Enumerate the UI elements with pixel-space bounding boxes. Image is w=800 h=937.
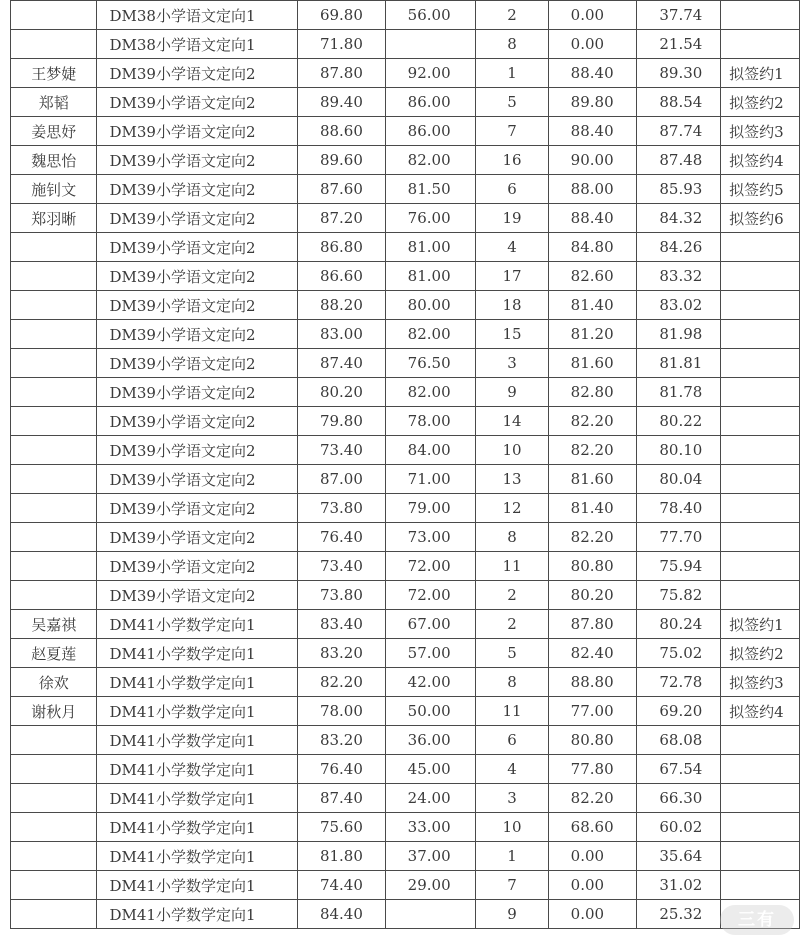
cell-total-score: 81.78	[637, 378, 721, 407]
cell-result: 拟签约2	[721, 639, 800, 668]
cell-name	[11, 552, 97, 581]
table-row	[11, 175, 800, 204]
cell-post: DM39小学语文定向2	[97, 204, 297, 233]
cell-result	[721, 494, 800, 523]
cell-exam-score: 88.40	[548, 204, 637, 233]
cell-post: DM39小学语文定向2	[97, 59, 297, 88]
table-row	[11, 59, 800, 88]
cell-exam-score: 88.00	[548, 175, 637, 204]
cell-total-score: 66.30	[637, 784, 721, 813]
cell-rank: 2	[476, 1, 548, 30]
cell-total-score: 80.10	[637, 436, 721, 465]
cell-rank: 18	[476, 291, 548, 320]
score-table	[10, 0, 800, 929]
cell-rank: 6	[476, 726, 548, 755]
cell-written-score: 73.40	[297, 552, 385, 581]
cell-written-score: 83.00	[297, 320, 385, 349]
cell-exam-score: 77.00	[548, 697, 637, 726]
cell-result	[721, 407, 800, 436]
cell-written-score: 73.40	[297, 436, 385, 465]
cell-interview-score: 42.00	[385, 668, 476, 697]
cell-total-score: 80.22	[637, 407, 721, 436]
cell-result	[721, 30, 800, 59]
table-row	[11, 871, 800, 900]
cell-interview-score: 81.00	[385, 233, 476, 262]
cell-post: DM39小学语文定向2	[97, 320, 297, 349]
cell-total-score: 88.54	[637, 88, 721, 117]
cell-interview-score: 45.00	[385, 755, 476, 784]
cell-interview-score: 57.00	[385, 639, 476, 668]
cell-post: DM41小学数学定向1	[97, 755, 297, 784]
cell-exam-score: 81.40	[548, 494, 637, 523]
cell-exam-score: 0.00	[548, 842, 637, 871]
cell-total-score: 21.54	[637, 30, 721, 59]
cell-written-score: 83.40	[297, 610, 385, 639]
cell-rank: 2	[476, 581, 548, 610]
cell-written-score: 89.60	[297, 146, 385, 175]
cell-post: DM41小学数学定向1	[97, 871, 297, 900]
cell-result: 拟签约3	[721, 668, 800, 697]
cell-rank: 9	[476, 900, 548, 929]
cell-name	[11, 30, 97, 59]
cell-interview-score: 80.00	[385, 291, 476, 320]
cell-name	[11, 523, 97, 552]
cell-written-score: 88.60	[297, 117, 385, 146]
cell-rank: 1	[476, 59, 548, 88]
cell-result	[721, 349, 800, 378]
cell-written-score: 87.40	[297, 784, 385, 813]
cell-name	[11, 813, 97, 842]
cell-name	[11, 871, 97, 900]
cell-name	[11, 494, 97, 523]
cell-result: 拟签约1	[721, 59, 800, 88]
cell-interview-score: 81.00	[385, 262, 476, 291]
cell-exam-score: 81.60	[548, 465, 637, 494]
cell-exam-score: 82.20	[548, 436, 637, 465]
cell-total-score: 37.74	[637, 1, 721, 30]
cell-name	[11, 900, 97, 929]
cell-post: DM38小学语文定向1	[97, 30, 297, 59]
cell-written-score: 76.40	[297, 523, 385, 552]
cell-interview-score: 82.00	[385, 378, 476, 407]
cell-rank: 17	[476, 262, 548, 291]
cell-post: DM39小学语文定向2	[97, 233, 297, 262]
cell-written-score: 80.20	[297, 378, 385, 407]
cell-result	[721, 552, 800, 581]
cell-result: 拟签约3	[721, 117, 800, 146]
cell-written-score: 87.80	[297, 59, 385, 88]
cell-result	[721, 784, 800, 813]
cell-interview-score: 72.00	[385, 581, 476, 610]
cell-written-score: 75.60	[297, 813, 385, 842]
cell-result	[721, 755, 800, 784]
cell-interview-score: 81.50	[385, 175, 476, 204]
cell-interview-score: 67.00	[385, 610, 476, 639]
cell-result: 拟签约4	[721, 697, 800, 726]
cell-name	[11, 726, 97, 755]
cell-name	[11, 581, 97, 610]
cell-total-score: 81.98	[637, 320, 721, 349]
cell-rank: 8	[476, 668, 548, 697]
cell-exam-score: 89.80	[548, 88, 637, 117]
cell-exam-score: 87.80	[548, 610, 637, 639]
cell-total-score: 60.02	[637, 813, 721, 842]
table-row	[11, 842, 800, 871]
cell-interview-score: 56.00	[385, 1, 476, 30]
cell-result	[721, 320, 800, 349]
cell-result	[721, 291, 800, 320]
cell-result	[721, 523, 800, 552]
cell-interview-score: 86.00	[385, 88, 476, 117]
cell-total-score: 83.02	[637, 291, 721, 320]
cell-result: 拟签约1	[721, 610, 800, 639]
table-row	[11, 726, 800, 755]
table-row	[11, 262, 800, 291]
cell-rank: 5	[476, 639, 548, 668]
cell-interview-score: 79.00	[385, 494, 476, 523]
table-row	[11, 784, 800, 813]
cell-exam-score: 82.20	[548, 523, 637, 552]
cell-post: DM41小学数学定向1	[97, 842, 297, 871]
cell-written-score: 87.20	[297, 204, 385, 233]
cell-written-score: 86.80	[297, 233, 385, 262]
cell-post: DM41小学数学定向1	[97, 784, 297, 813]
table-row	[11, 117, 800, 146]
table-row	[11, 523, 800, 552]
cell-exam-score: 88.40	[548, 117, 637, 146]
table-row	[11, 639, 800, 668]
cell-post: DM41小学数学定向1	[97, 610, 297, 639]
cell-result	[721, 1, 800, 30]
cell-name	[11, 291, 97, 320]
table-row	[11, 1, 800, 30]
cell-post: DM39小学语文定向2	[97, 146, 297, 175]
cell-written-score: 86.60	[297, 262, 385, 291]
cell-post: DM39小学语文定向2	[97, 291, 297, 320]
table-row	[11, 755, 800, 784]
cell-exam-score: 0.00	[548, 871, 637, 900]
cell-exam-score: 77.80	[548, 755, 637, 784]
cell-rank: 12	[476, 494, 548, 523]
cell-written-score: 79.80	[297, 407, 385, 436]
watermark-logo: 三有	[720, 905, 794, 935]
cell-interview-score: 76.00	[385, 204, 476, 233]
cell-post: DM41小学数学定向1	[97, 668, 297, 697]
cell-name	[11, 755, 97, 784]
cell-written-score: 73.80	[297, 581, 385, 610]
cell-name	[11, 378, 97, 407]
table-row	[11, 494, 800, 523]
cell-exam-score: 0.00	[548, 1, 637, 30]
cell-post: DM41小学数学定向1	[97, 813, 297, 842]
cell-name: 吴嘉祺	[11, 610, 97, 639]
cell-written-score: 87.00	[297, 465, 385, 494]
cell-interview-score: 72.00	[385, 552, 476, 581]
cell-name	[11, 1, 97, 30]
cell-interview-score: 24.00	[385, 784, 476, 813]
cell-result	[721, 436, 800, 465]
cell-result	[721, 465, 800, 494]
cell-rank: 7	[476, 117, 548, 146]
cell-rank: 3	[476, 349, 548, 378]
cell-rank: 8	[476, 30, 548, 59]
cell-name	[11, 784, 97, 813]
cell-interview-score	[385, 30, 476, 59]
cell-written-score: 83.20	[297, 726, 385, 755]
cell-post: DM41小学数学定向1	[97, 639, 297, 668]
cell-exam-score: 81.40	[548, 291, 637, 320]
cell-interview-score: 82.00	[385, 146, 476, 175]
cell-interview-score: 33.00	[385, 813, 476, 842]
cell-post: DM39小学语文定向2	[97, 523, 297, 552]
cell-post: DM39小学语文定向2	[97, 552, 297, 581]
table-row	[11, 697, 800, 726]
table-row	[11, 233, 800, 262]
cell-exam-score: 82.20	[548, 407, 637, 436]
cell-written-score: 89.40	[297, 88, 385, 117]
cell-written-score: 74.40	[297, 871, 385, 900]
cell-total-score: 31.02	[637, 871, 721, 900]
cell-interview-score: 86.00	[385, 117, 476, 146]
cell-post: DM39小学语文定向2	[97, 262, 297, 291]
cell-exam-score: 88.40	[548, 59, 637, 88]
cell-total-score: 77.70	[637, 523, 721, 552]
cell-name	[11, 320, 97, 349]
cell-total-score: 85.93	[637, 175, 721, 204]
cell-name: 赵夏莲	[11, 639, 97, 668]
cell-interview-score: 73.00	[385, 523, 476, 552]
cell-exam-score: 0.00	[548, 900, 637, 929]
cell-rank: 19	[476, 204, 548, 233]
cell-result: 拟签约2	[721, 88, 800, 117]
cell-result	[721, 233, 800, 262]
cell-total-score: 72.78	[637, 668, 721, 697]
cell-exam-score: 81.20	[548, 320, 637, 349]
cell-interview-score: 36.00	[385, 726, 476, 755]
cell-exam-score: 84.80	[548, 233, 637, 262]
cell-total-score: 75.82	[637, 581, 721, 610]
cell-post: DM39小学语文定向2	[97, 407, 297, 436]
cell-post: DM39小学语文定向2	[97, 581, 297, 610]
cell-rank: 10	[476, 813, 548, 842]
cell-exam-score: 81.60	[548, 349, 637, 378]
cell-name	[11, 262, 97, 291]
cell-interview-score: 50.00	[385, 697, 476, 726]
cell-written-score: 83.20	[297, 639, 385, 668]
cell-written-score: 82.20	[297, 668, 385, 697]
cell-result	[721, 871, 800, 900]
cell-name	[11, 436, 97, 465]
cell-rank: 2	[476, 610, 548, 639]
cell-total-score: 69.20	[637, 697, 721, 726]
cell-total-score: 89.30	[637, 59, 721, 88]
cell-result	[721, 726, 800, 755]
cell-post: DM39小学语文定向2	[97, 117, 297, 146]
cell-post: DM41小学数学定向1	[97, 726, 297, 755]
cell-total-score: 87.48	[637, 146, 721, 175]
cell-exam-score: 90.00	[548, 146, 637, 175]
cell-name	[11, 842, 97, 871]
table-row	[11, 900, 800, 929]
table-row	[11, 320, 800, 349]
cell-name: 谢秋月	[11, 697, 97, 726]
cell-name: 魏思怡	[11, 146, 97, 175]
table-row	[11, 30, 800, 59]
cell-written-score: 69.80	[297, 1, 385, 30]
cell-name	[11, 233, 97, 262]
cell-post: DM39小学语文定向2	[97, 378, 297, 407]
cell-result	[721, 262, 800, 291]
cell-interview-score: 82.00	[385, 320, 476, 349]
cell-total-score: 80.04	[637, 465, 721, 494]
cell-total-score: 80.24	[637, 610, 721, 639]
cell-name: 郑韬	[11, 88, 97, 117]
cell-name: 郑羽晰	[11, 204, 97, 233]
table-row	[11, 813, 800, 842]
cell-interview-score: 92.00	[385, 59, 476, 88]
cell-total-score: 84.32	[637, 204, 721, 233]
cell-rank: 7	[476, 871, 548, 900]
cell-rank: 10	[476, 436, 548, 465]
table-row	[11, 291, 800, 320]
cell-rank: 13	[476, 465, 548, 494]
cell-rank: 6	[476, 175, 548, 204]
cell-interview-score: 29.00	[385, 871, 476, 900]
cell-result	[721, 581, 800, 610]
table-row	[11, 552, 800, 581]
cell-post: DM41小学数学定向1	[97, 900, 297, 929]
cell-result	[721, 813, 800, 842]
cell-post: DM39小学语文定向2	[97, 175, 297, 204]
cell-interview-score: 78.00	[385, 407, 476, 436]
cell-total-score: 75.02	[637, 639, 721, 668]
cell-interview-score: 71.00	[385, 465, 476, 494]
cell-rank: 11	[476, 697, 548, 726]
cell-total-score: 87.74	[637, 117, 721, 146]
cell-post: DM39小学语文定向2	[97, 465, 297, 494]
cell-exam-score: 82.60	[548, 262, 637, 291]
cell-rank: 14	[476, 407, 548, 436]
table-row	[11, 204, 800, 233]
cell-result	[721, 842, 800, 871]
cell-total-score: 75.94	[637, 552, 721, 581]
cell-total-score: 78.40	[637, 494, 721, 523]
table-row	[11, 668, 800, 697]
table-row	[11, 581, 800, 610]
cell-name: 徐欢	[11, 668, 97, 697]
cell-written-score: 81.80	[297, 842, 385, 871]
cell-total-score: 67.54	[637, 755, 721, 784]
table-row	[11, 407, 800, 436]
cell-exam-score: 80.80	[548, 552, 637, 581]
cell-exam-score: 88.80	[548, 668, 637, 697]
cell-written-score: 76.40	[297, 755, 385, 784]
cell-written-score: 71.80	[297, 30, 385, 59]
table-row	[11, 436, 800, 465]
table-row	[11, 610, 800, 639]
cell-rank: 8	[476, 523, 548, 552]
cell-rank: 4	[476, 233, 548, 262]
cell-result: 拟签约5	[721, 175, 800, 204]
cell-rank: 16	[476, 146, 548, 175]
cell-post: DM39小学语文定向2	[97, 436, 297, 465]
cell-total-score: 68.08	[637, 726, 721, 755]
cell-name: 王梦婕	[11, 59, 97, 88]
cell-interview-score: 37.00	[385, 842, 476, 871]
cell-written-score: 88.20	[297, 291, 385, 320]
cell-written-score: 84.40	[297, 900, 385, 929]
cell-total-score: 35.64	[637, 842, 721, 871]
cell-name: 施钊文	[11, 175, 97, 204]
cell-exam-score: 82.20	[548, 784, 637, 813]
cell-rank: 5	[476, 88, 548, 117]
cell-rank: 4	[476, 755, 548, 784]
cell-exam-score: 68.60	[548, 813, 637, 842]
cell-rank: 3	[476, 784, 548, 813]
cell-rank: 11	[476, 552, 548, 581]
cell-post: DM41小学数学定向1	[97, 697, 297, 726]
table-row	[11, 378, 800, 407]
cell-name: 姜思妤	[11, 117, 97, 146]
cell-total-score: 81.81	[637, 349, 721, 378]
cell-rank: 1	[476, 842, 548, 871]
cell-total-score: 84.26	[637, 233, 721, 262]
cell-total-score: 25.32	[637, 900, 721, 929]
cell-exam-score: 80.80	[548, 726, 637, 755]
cell-rank: 15	[476, 320, 548, 349]
cell-exam-score: 82.80	[548, 378, 637, 407]
cell-written-score: 73.80	[297, 494, 385, 523]
cell-name	[11, 349, 97, 378]
table-row	[11, 88, 800, 117]
cell-name	[11, 465, 97, 494]
cell-result	[721, 378, 800, 407]
cell-interview-score: 76.50	[385, 349, 476, 378]
table-body	[11, 1, 800, 929]
cell-rank: 9	[476, 378, 548, 407]
cell-result: 拟签约6	[721, 204, 800, 233]
cell-interview-score: 84.00	[385, 436, 476, 465]
cell-result: 拟签约4	[721, 146, 800, 175]
cell-post: DM39小学语文定向2	[97, 349, 297, 378]
cell-post: DM38小学语文定向1	[97, 1, 297, 30]
cell-post: DM39小学语文定向2	[97, 494, 297, 523]
table-row	[11, 349, 800, 378]
cell-total-score: 83.32	[637, 262, 721, 291]
table-row	[11, 465, 800, 494]
table-row	[11, 146, 800, 175]
cell-interview-score	[385, 900, 476, 929]
cell-name	[11, 407, 97, 436]
cell-exam-score: 82.40	[548, 639, 637, 668]
cell-written-score: 87.40	[297, 349, 385, 378]
cell-exam-score: 80.20	[548, 581, 637, 610]
cell-written-score: 78.00	[297, 697, 385, 726]
cell-post: DM39小学语文定向2	[97, 88, 297, 117]
cell-written-score: 87.60	[297, 175, 385, 204]
cell-exam-score: 0.00	[548, 30, 637, 59]
